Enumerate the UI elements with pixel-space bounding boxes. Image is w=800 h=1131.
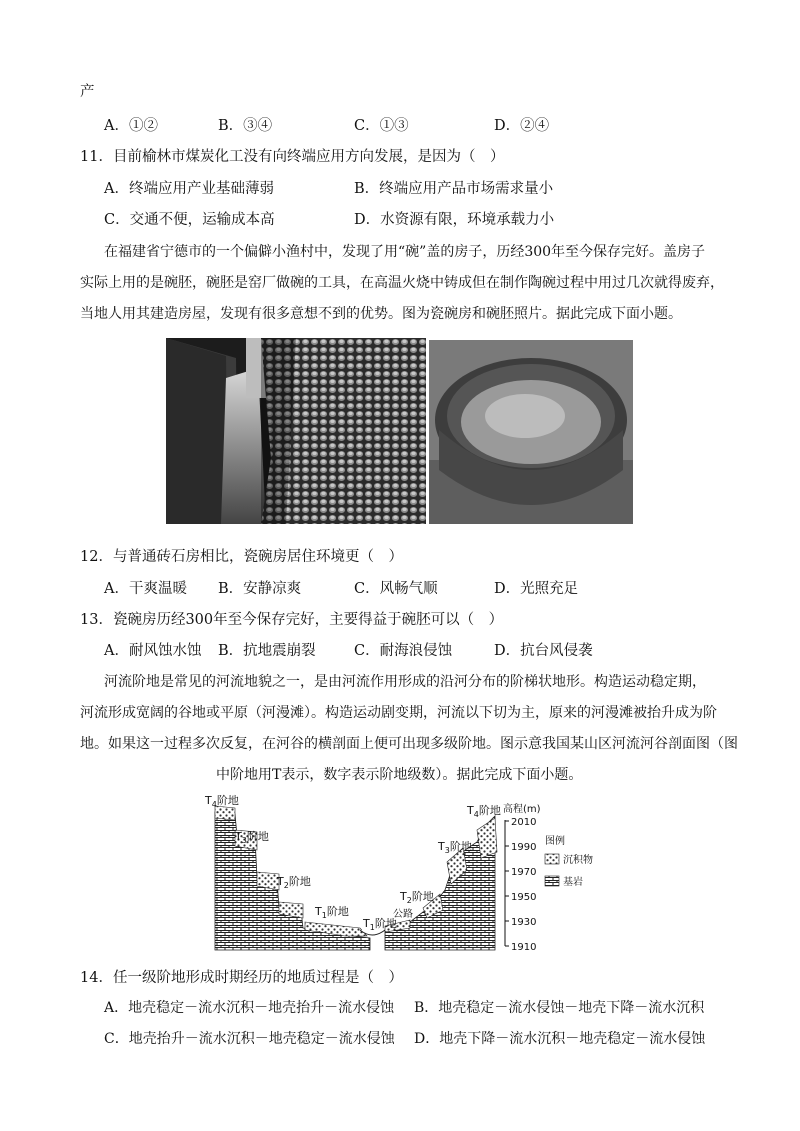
left-t1-label: $T_1$阶地 bbox=[315, 905, 349, 920]
left-t4-sediment bbox=[215, 806, 235, 820]
right-t1-label: $T_1$阶地 bbox=[363, 917, 397, 932]
q14-option-a[interactable]: A．地壳稳定－流水沉积－地壳抬升－流水侵蚀 bbox=[104, 1000, 395, 1016]
right-t2-label: $T_2$阶地 bbox=[400, 890, 434, 905]
tick-1930: 1930 bbox=[511, 917, 537, 928]
tick-1910: 1910 bbox=[511, 942, 537, 953]
passage2-line2: 河流形成宽阔的谷地或平原（河漫滩）。构造运动剧变期，河流以下切为主，原来的河漫滩被抬升成为阶 bbox=[80, 705, 717, 721]
q14-option-b[interactable]: B．地壳稳定－流水侵蚀－地壳下降－流水沉积 bbox=[414, 1000, 705, 1016]
passage2-line4: 中阶地用T表示，数字表示阶地级数）。据此完成下面小题。 bbox=[216, 767, 583, 783]
legend-title: 图例 bbox=[545, 836, 565, 847]
q13-stem: 13．瓷碗房历经300年至今保存完好，主要得益于碗胚可以（ ） bbox=[80, 612, 504, 628]
right-t4-sediment bbox=[477, 818, 497, 858]
legend-bedrock-swatch bbox=[545, 876, 559, 886]
passage1-line2: 实际上用的是碗胚，碗胚是窑厂做碗的工具，在高温火烧中铸成但在制作陶碗过程中用过几次就得废弃， bbox=[80, 275, 724, 291]
road-label: 公路 bbox=[393, 909, 413, 920]
legend-bedrock-label: 基岩 bbox=[563, 877, 583, 888]
q12-option-d[interactable]: D．光照充足 bbox=[494, 581, 579, 597]
right-t3-label: $T_3$阶地 bbox=[438, 840, 472, 855]
q12-stem: 12．与普通砖石房相比，瓷碗房居住环境更（ ） bbox=[80, 549, 403, 565]
left-t4-label: $T_4$阶地 bbox=[205, 794, 239, 809]
q10-option-c[interactable]: C．①③ bbox=[354, 118, 409, 134]
river-terrace-diagram bbox=[195, 790, 615, 955]
q13-option-c[interactable]: C．耐海浪侵蚀 bbox=[354, 643, 453, 659]
q11-option-c[interactable]: C．交通不便，运输成本高 bbox=[104, 212, 275, 228]
bowl-house-photo bbox=[166, 338, 426, 524]
q12-option-c[interactable]: C．风畅气顺 bbox=[354, 581, 438, 597]
bowl-mold-photo bbox=[429, 340, 633, 524]
q13-option-a[interactable]: A．耐风蚀水蚀 bbox=[104, 643, 202, 659]
passage1-line1: 在福建省宁德市的一个偏僻小渔村中，发现了用“碗”盖的房子，历经300年至今保存完好。盖房子 bbox=[104, 244, 706, 260]
q11-option-d[interactable]: D．水资源有限，环境承载力小 bbox=[354, 212, 555, 228]
q12-option-a[interactable]: A．干爽温暖 bbox=[104, 581, 187, 597]
q11-option-b[interactable]: B．终端应用产品市场需求量小 bbox=[354, 181, 554, 197]
q14-option-d[interactable]: D．地壳下降－流水沉积－地壳稳定－流水侵蚀 bbox=[414, 1031, 706, 1047]
elevation-axis-title: 高程(m) bbox=[503, 804, 541, 815]
q10-option-b[interactable]: B．③④ bbox=[218, 118, 273, 134]
q10-option-a[interactable]: A．①② bbox=[104, 118, 158, 134]
left-t3-label: $T_3$阶地 bbox=[235, 830, 269, 845]
q13-option-b[interactable]: B．抗地震崩裂 bbox=[218, 643, 316, 659]
passage2-line3: 地。如果这一过程多次反复，在河谷的横剖面上便可出现多级阶地。图示意我国某山区河流河谷剖面图（图 bbox=[80, 736, 738, 752]
q14-stem: 14．任一级阶地形成时期经历的地质过程是（ ） bbox=[80, 970, 403, 986]
q13-option-d[interactable]: D．抗台风侵袭 bbox=[494, 643, 593, 659]
tick-1970: 1970 bbox=[511, 867, 537, 878]
tick-2010: 2010 bbox=[511, 817, 537, 828]
tick-1990: 1990 bbox=[511, 842, 537, 853]
legend-sediment-label: 沉积物 bbox=[563, 855, 593, 866]
elevation-ticks bbox=[505, 821, 509, 946]
q12-option-b[interactable]: B．安静凉爽 bbox=[218, 581, 302, 597]
q11-option-a[interactable]: A．终端应用产业基础薄弱 bbox=[104, 181, 274, 197]
left-t2-label: $T_2$阶地 bbox=[277, 875, 311, 890]
continued-text-fragment: 产 bbox=[80, 84, 95, 100]
passage2-line1: 河流阶地是常见的河流地貌之一，是由河流作用形成的沿河分布的阶梯状地形。构造运动稳定期， bbox=[104, 674, 706, 690]
q14-option-c[interactable]: C．地壳抬升－流水沉积－地壳稳定－流水侵蚀 bbox=[104, 1031, 395, 1047]
passage1-line3: 当地人用其建造房屋，发现有很多意想不到的优势。图为瓷碗房和碗胚照片。据此完成下面小题。 bbox=[80, 306, 682, 322]
q11-stem: 11．目前榆林市煤炭化工没有向终端应用方向发展，是因为（ ） bbox=[80, 149, 505, 165]
tick-1950: 1950 bbox=[511, 892, 537, 903]
q10-option-d[interactable]: D．②④ bbox=[494, 118, 550, 134]
legend-sediment-swatch bbox=[545, 854, 559, 864]
right-t4-label: $T_4$阶地 bbox=[467, 804, 501, 819]
